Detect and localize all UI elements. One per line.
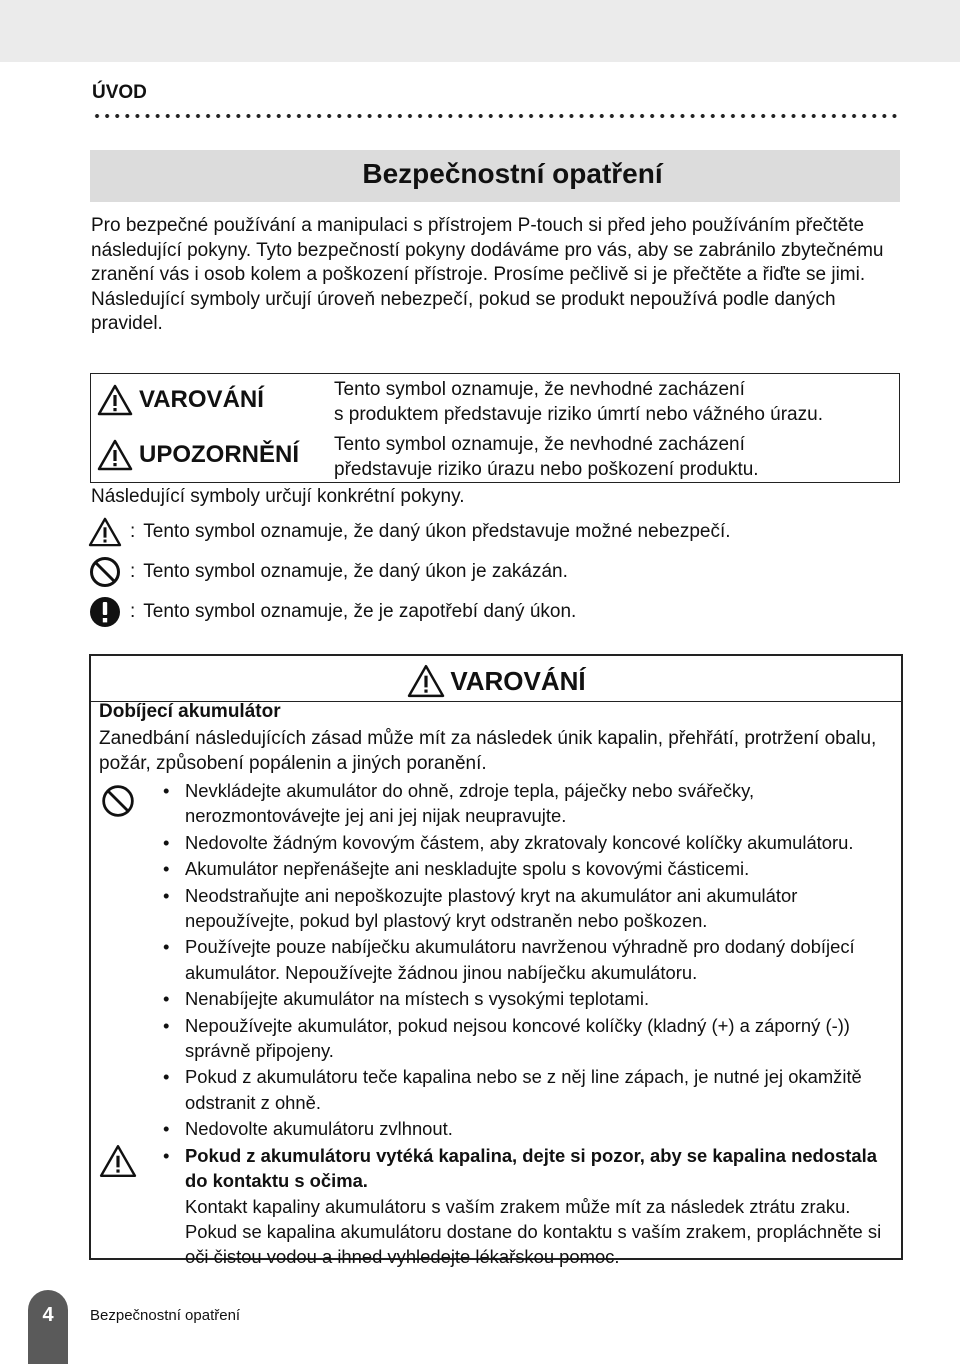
page-title: Bezpečnostní opatření	[362, 158, 663, 189]
specific-symbols-intro: Následující symboly určují konkrétní pokyny.	[91, 486, 465, 507]
symbol-text: Tento symbol oznamuje, že daný úkon je zakázán.	[143, 561, 568, 582]
list-item: • Používejte pouze nabíječku akumulátoru navrženou výhradně pro dodaný dobíjecí akumulátor. Nepoužívejte žádnou jinou nabíječku akumulátoru.	[161, 934, 901, 985]
mandatory-icon	[89, 596, 121, 628]
section-label: ÚVOD	[92, 82, 147, 103]
warning-desc-line-2: s produktem představuje riziko úmrtí nebo vážného úrazu.	[334, 404, 823, 425]
list-item-leak-warning	[161, 1143, 901, 1270]
symbol-colon: :	[130, 601, 136, 622]
symbol-text: Tento symbol oznamuje, že daný úkon představuje možné nebezpečí.	[143, 521, 731, 542]
symbol-colon: :	[130, 561, 136, 582]
list-item: • Nedovolte akumulátoru zvlhnout.	[161, 1116, 901, 1141]
prohibited-icon	[101, 784, 135, 818]
symbol-text: Tento symbol oznamuje, že je zapotřebí daný úkon.	[143, 601, 577, 622]
leak-warning-bold: Pokud z akumulátoru vytéká kapalina, dejte si pozor, aby se kapalina nedostala do kontaktu s očima.	[185, 1144, 877, 1192]
warning-box	[89, 654, 903, 1268]
list-item: • Akumulátor nepřenášejte ani neskladujte spolu s kovovými částicemi.	[161, 856, 901, 881]
caution-desc-line-2: představuje riziko úrazu nebo poškození produktu.	[334, 459, 759, 480]
battery-rules-list	[161, 778, 901, 1271]
page-number: 4	[42, 1304, 54, 1326]
warning-label	[97, 384, 264, 416]
intro-paragraph-2: Následující symboly určují úroveň nebezpečí, pokud se produkt nepoužívá podle daných pravidel.	[91, 288, 836, 335]
warning-triangle-icon	[88, 517, 122, 547]
legend-row-caution	[91, 429, 899, 484]
symbol-row-prohibited	[88, 555, 568, 589]
list-item: • Nedovolte žádným kovovým částem, aby zkratovaly koncové kolíčky akumulátoru.	[161, 830, 901, 855]
list-item: • Nepoužívejte akumulátor, pokud nejsou koncové kolíčky (kladný (+) a záporný (-)) správně připojeny.	[161, 1013, 901, 1064]
warning-triangle-icon	[97, 384, 133, 416]
caution-label	[97, 439, 299, 471]
list-item: • Neodstraňujte ani nepoškozujte plastový kryt na akumulátor ani akumulátor nepoužívejte, pokud byl plastový kryt odstraněn nebo poškozen.	[161, 883, 901, 934]
warning-triangle-icon	[99, 1144, 137, 1178]
footer-section-title: Bezpečnostní opatření	[90, 1307, 241, 1324]
legend-row-warning	[91, 374, 899, 429]
hazard-legend-table	[90, 373, 900, 483]
caution-description	[334, 432, 899, 482]
dotted-divider	[92, 113, 900, 119]
warning-description	[334, 377, 899, 427]
intro-text	[91, 214, 901, 337]
symbol-row-mandatory	[88, 595, 576, 629]
caution-desc-line-1: Tento symbol oznamuje, že nevhodné zacházení	[334, 434, 745, 455]
symbol-row-danger	[88, 515, 731, 549]
top-band	[0, 0, 960, 62]
page-number-tab	[28, 1290, 68, 1364]
leak-warning-text: Kontakt kapaliny akumulátoru s vaším zrakem může mít za následek ztrátu zraku. Pokud se kapalina akumulátoru dostane do kontaktu s vaším zrakem, propláchněte si oči čistou vodou a ihned vyhledejte lékařskou pomoc.	[185, 1195, 882, 1268]
warning-box-heading-text: VAROVÁNÍ	[450, 665, 586, 696]
battery-intro: Zanedbání následujících zásad může mít za následek únik kapalin, přehřátí, protržení obalu, požár, způsobení popálenin a jiných poranění.	[99, 728, 877, 774]
warning-triangle-icon	[406, 664, 446, 698]
warning-box-heading	[91, 664, 901, 698]
warning-triangle-icon	[97, 439, 133, 471]
intro-paragraph-1: Pro bezpečné používání a manipulaci s přístrojem P-touch si před jeho používáním přečtěte následující pokyny. Tyto bezpečností pokyny dodáváme pro vás, aby se zabránilo zbytečnému zranění vás i osob kolem a poškození přístroje. Prosíme pečlivě si je přečtěte a řiďte se jimi.	[91, 215, 884, 286]
list-item: • Pokud z akumulátoru teče kapalina nebo se z něj line zápach, je nutné jej okamžitě odstranit z ohně.	[161, 1064, 901, 1115]
symbol-colon: :	[130, 521, 136, 542]
title-bar	[90, 150, 900, 202]
warning-desc-line-1: Tento symbol oznamuje, že nevhodné zacházení	[334, 379, 745, 400]
list-item: • Nevkládejte akumulátor do ohně, zdroje tepla, páječky nebo svářečky, nerozmontovávejte jej ani jej nijak neupravujte.	[161, 778, 901, 829]
list-item: • Nenabíjejte akumulátor na místech s vysokými teplotami.	[161, 986, 901, 1011]
caution-label-text: UPOZORNĚNÍ	[139, 441, 300, 468]
prohibited-icon	[89, 556, 121, 588]
warning-label-text: VAROVÁNÍ	[139, 386, 264, 413]
battery-subheading: Dobíjecí akumulátor	[99, 701, 281, 722]
